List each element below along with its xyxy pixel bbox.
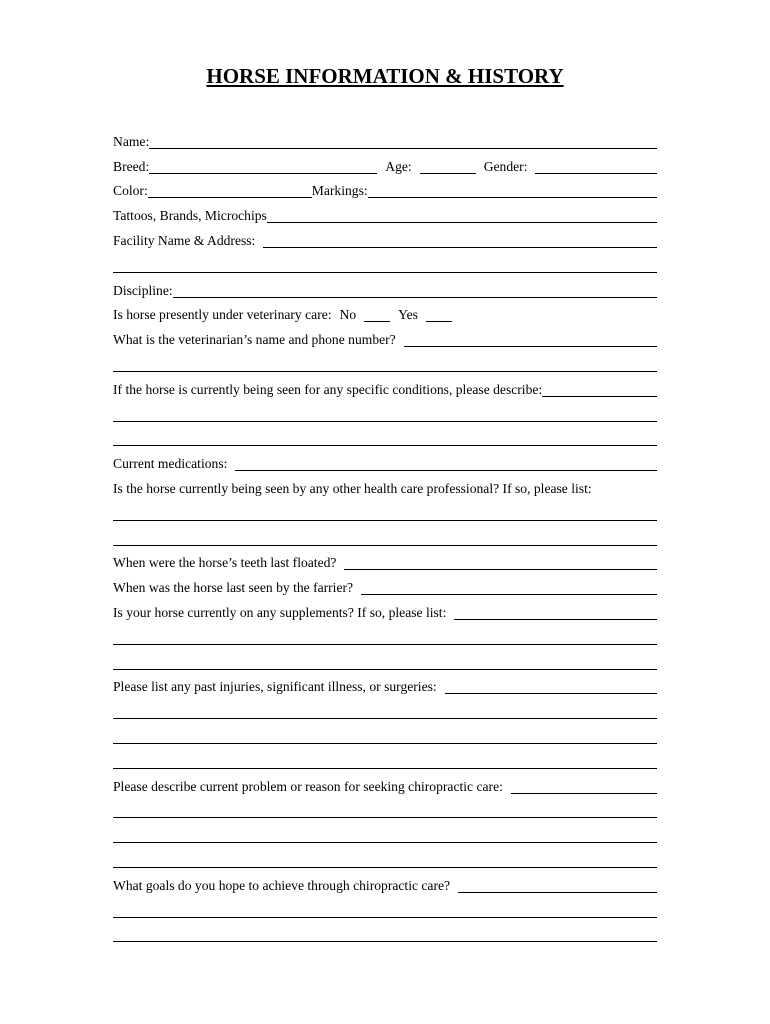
horse-form [113,129,657,947]
breed-row [113,154,657,179]
vet-name-field-2[interactable] [113,370,657,372]
vet-name-row [113,327,657,352]
problem-field-2[interactable] [113,816,657,818]
other-professional-field[interactable] [113,519,657,521]
supplements-row-3 [113,650,657,675]
tattoos-label: Tattoos, Brands, Microchips [113,208,267,224]
supplements-field-3[interactable] [113,668,657,670]
other-professional-field-2[interactable] [113,544,657,546]
other-professional-row [113,476,657,501]
page-title: HORSE INFORMATION & HISTORY [206,64,564,88]
goals-row-3 [113,923,657,948]
supplements-row-2 [113,625,657,650]
conditions-field[interactable] [542,395,657,397]
problem-row [113,774,657,799]
color-label: Color: [113,183,148,199]
supplements-label: Is your horse currently on any supplements? If so, please list: [113,604,447,620]
color-field[interactable] [148,196,312,198]
supplements-row [113,600,657,625]
facility-label: Facility Name & Address: [113,232,256,248]
goals-label: What goals do you hope to achieve through chiropractic care? [113,877,451,893]
injuries-field[interactable] [445,692,657,694]
conditions-field-2[interactable] [113,420,657,422]
gender-field[interactable] [535,172,657,174]
facility-row-2 [113,253,657,278]
markings-label: Markings: [311,183,368,199]
problem-row-2 [113,799,657,824]
medications-row [113,451,657,476]
yes-field[interactable] [426,320,452,322]
farrier-label: When was the horse last seen by the farrier? [113,580,354,596]
no-field[interactable] [364,320,390,322]
discipline-label: Discipline: [113,282,173,298]
medications-label: Current medications: [113,456,228,472]
vet-care-row [113,303,657,328]
vet-care-label: Is horse presently under veterinary care: [113,307,332,323]
supplements-field[interactable] [454,618,657,620]
breed-label: Breed: [113,158,150,174]
age-field[interactable] [420,172,476,174]
vet-name-row-2 [113,352,657,377]
problem-field[interactable] [511,792,657,794]
facility-field[interactable] [263,246,657,248]
injuries-field-2[interactable] [113,717,657,719]
facility-row [113,228,657,253]
problem-row-3 [113,823,657,848]
injuries-row-2 [113,699,657,724]
teeth-label: When were the horse’s teeth last floated? [113,555,337,571]
name-label: Name: [113,133,150,149]
conditions-row-2 [113,402,657,427]
farrier-field[interactable] [361,593,657,595]
goals-field-2[interactable] [113,916,657,918]
gender-label: Gender: [483,158,528,174]
problem-label: Please describe current problem or reason for seeking chiropractic care: [113,778,503,794]
injuries-row-3 [113,724,657,749]
injuries-field-4[interactable] [113,767,657,769]
age-label: Age: [385,158,412,174]
breed-field[interactable] [149,172,377,174]
problem-field-4[interactable] [113,866,657,868]
teeth-field[interactable] [344,568,657,570]
tattoos-row [113,203,657,228]
tattoos-field[interactable] [267,221,657,223]
problem-field-3[interactable] [113,841,657,843]
teeth-row [113,551,657,576]
discipline-field[interactable] [173,296,657,298]
color-row [113,179,657,204]
medications-field[interactable] [235,469,657,471]
conditions-row [113,377,657,402]
name-field[interactable] [149,147,657,149]
injuries-field-3[interactable] [113,742,657,744]
goals-row-2 [113,898,657,923]
yes-label: Yes [398,307,418,323]
conditions-label: If the horse is currently being seen for any specific conditions, please describe: [113,381,543,397]
vet-name-field[interactable] [404,345,657,347]
conditions-row-3 [113,427,657,452]
markings-field[interactable] [368,196,657,198]
goals-row [113,873,657,898]
injuries-row-4 [113,749,657,774]
problem-row-4 [113,848,657,873]
injuries-row [113,675,657,700]
farrier-row [113,575,657,600]
goals-field[interactable] [458,891,657,893]
conditions-field-3[interactable] [113,444,657,446]
supplements-field-2[interactable] [113,643,657,645]
vet-name-label: What is the veterinarian’s name and phone number? [113,332,396,348]
discipline-row [113,278,657,303]
no-label: No [339,307,357,323]
injuries-label: Please list any past injuries, significant illness, or surgeries: [113,679,437,695]
other-professional-row-3 [113,526,657,551]
facility-field-2[interactable] [113,271,657,273]
goals-field-3[interactable] [113,940,657,942]
other-professional-row-2 [113,501,657,526]
other-professional-label: Is the horse currently being seen by any other health care professional? If so, please list: [113,480,592,496]
name-row [113,129,657,154]
